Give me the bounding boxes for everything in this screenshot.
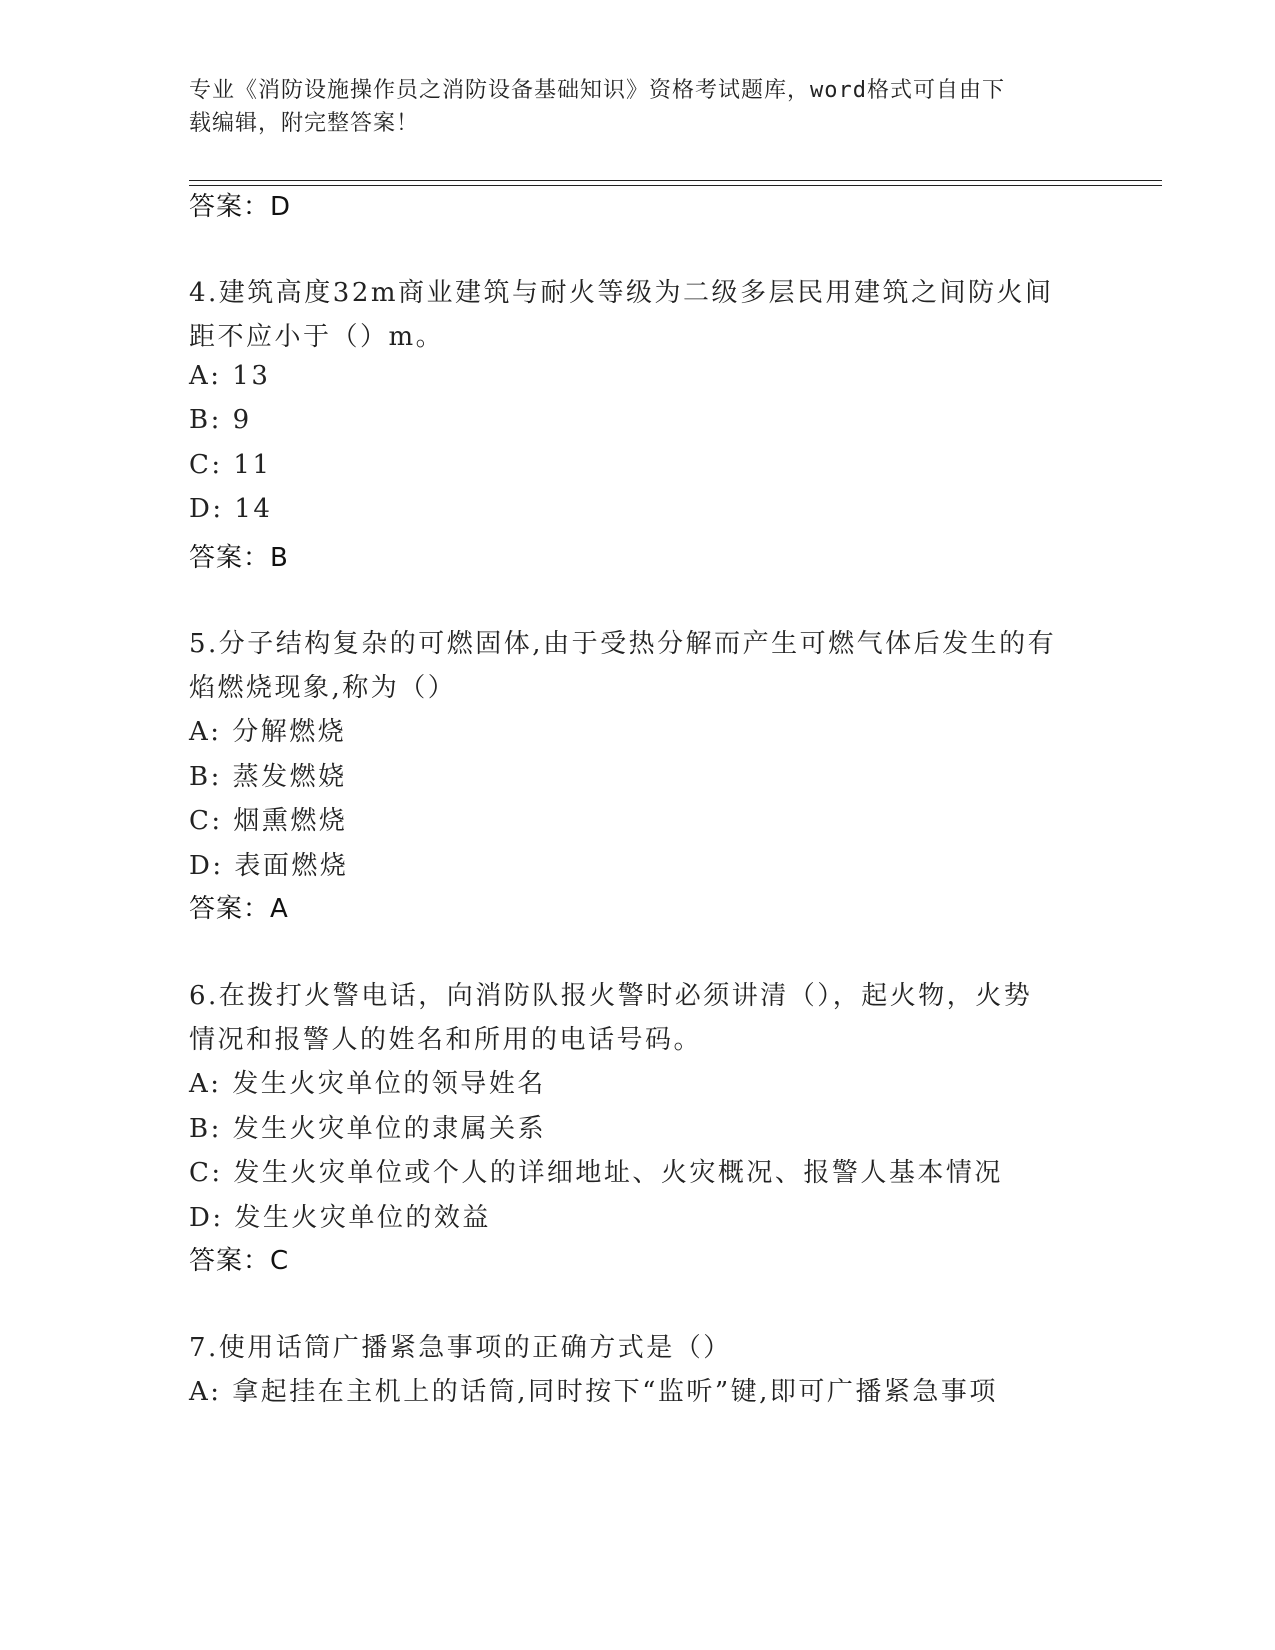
question-4-stem-line-1: 4.建筑高度32m商业建筑与耐火等级为二级多层民用建筑之间防火间 bbox=[189, 278, 1054, 308]
question-6-stem-line-2: 情况和报警人的姓名和所用的电话号码。 bbox=[189, 1025, 703, 1055]
question-4-option-d: D: 14 bbox=[189, 494, 273, 524]
question-4-option-b: B: 9 bbox=[189, 405, 252, 435]
question-4-option-c: C: 11 bbox=[189, 450, 272, 480]
question-5-option-a: A: 分解燃烧 bbox=[189, 717, 347, 747]
question-7-option-a: A: 拿起挂在主机上的话筒,同时按下“监听”键,即可广播紧急事项 bbox=[189, 1377, 998, 1407]
header-line-1: 专业《消防设施操作员之消防设备基础知识》资格考试题库，word格式可自由下 bbox=[189, 78, 1005, 103]
question-5-option-b: B: 蒸发燃娆 bbox=[189, 762, 347, 792]
header-divider bbox=[189, 180, 1162, 186]
question-6-option-a: A: 发生火灾单位的领导姓名 bbox=[189, 1069, 546, 1099]
answer-q6: 答案：C bbox=[189, 1246, 290, 1276]
question-5-option-d: D: 表面燃烧 bbox=[189, 851, 349, 881]
question-5-option-c: C: 烟熏燃烧 bbox=[189, 806, 348, 836]
question-7-stem: 7.使用话筒广播紧急事项的正确方式是（） bbox=[189, 1333, 732, 1363]
question-6-option-d: D: 发生火灾单位的效益 bbox=[189, 1203, 491, 1233]
answer-q5: 答案：A bbox=[189, 894, 289, 924]
header-line-2: 载编辑，附完整答案！ bbox=[189, 111, 420, 136]
question-6-option-c: C: 发生火灾单位或个人的详细地址、火灾概况、报警人基本情况 bbox=[189, 1158, 1003, 1188]
document-header bbox=[189, 74, 1089, 140]
answer-q4: 答案：B bbox=[189, 543, 289, 573]
question-4-stem-line-2: 距不应小于（）m。 bbox=[189, 322, 445, 352]
question-5-stem-line-2: 焰燃烧现象,称为（） bbox=[189, 673, 457, 703]
question-4-option-a: A: 13 bbox=[189, 361, 271, 391]
question-6-stem-line-1: 6.在拨打火警电话，向消防队报火警时必须讲清（），起火物，火势 bbox=[189, 981, 1033, 1011]
question-6-option-b: B: 发生火灾单位的隶属关系 bbox=[189, 1114, 547, 1144]
answer-q3: 答案：D bbox=[189, 192, 292, 222]
question-5-stem-line-1: 5.分子结构复杂的可燃固体,由于受热分解而产生可燃气体后发生的有 bbox=[189, 629, 1057, 659]
